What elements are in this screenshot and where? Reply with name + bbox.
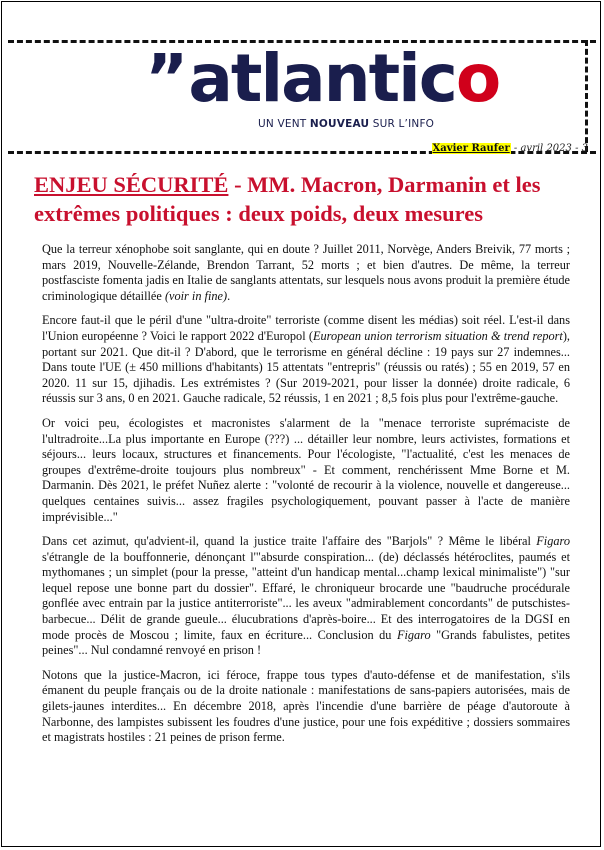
paragraph-text: "Grands fabulistes, petites peines"... Nul condamné renvoyé en prison ! (42, 627, 570, 658)
tagline-emphasis: NOUVEAU (309, 118, 370, 130)
paragraph-italic: Figaro (536, 534, 570, 549)
paragraph-1 (42, 242, 570, 304)
paragraph-text: Que la terreur xénophobe soit sanglante, qui en doute ? Juillet 2011, Norvège, Anders Breivik, 77 morts ; mars 2019, Nouvelle-Zélande, Brendon Tarrant, 52 morts ; et bien d'autres. De même, la terreur postfasciste fomenta jadis en Italie de sanglants attentats, sur lesquels nous avons produit la première étude criminologique détaillée (42, 242, 570, 303)
headline-title: - MM. Macron, Darmanin et les extrêmes politiques : deux poids, deux mesures (34, 172, 541, 226)
paragraph-4 (42, 534, 570, 659)
paragraph-text: Notons que la justice-Macron, ici féroce, frappe tous types d'auto-défense et de manifestation, s'ils émanent du peuple français ou de la droite nationale : manifestations de sans-papiers autorisées, mais de gilets-jaunes interdites... En décembre 2018, après l'incendie d'une barrière de péage d'autoroute à Narbonne, des lampistes subissent les foudres d'une justice, pour une fois expéditive ; dossiers sommaires et magistrats hostiles : 21 peines de prison ferme. (42, 667, 570, 745)
article-headline (34, 170, 579, 228)
tagline-part: UN VENT (258, 118, 310, 130)
paragraph-text: s'étrangle de la bouffonnerie, dénonçant l'"absurde conspiration... (de) déclassés hétéroclites, paumés et mythomanes ; un simplet (pour la presse, "atteint d'un handicap mental...champ lexical minimaliste") "sur lequel repose une bonne part du dossier". Effaré, le chroniqueur brocarde une "baudruche procédurale gonflée avec entrain par la justice antiterroriste"... les aveux "admirablement concordants" de putschistes-barbecue... Délit de grande gueule... élucubrations d'après-boire... Et des interrogatoires de la DGSI en mode procès de Moscou ; limite, faux en écriture... Conclusion du (42, 549, 570, 642)
tagline-part: SUR L’INFO (369, 118, 435, 130)
author-name: Xavier Raufer (432, 143, 510, 154)
logo-text-o: o (455, 40, 500, 117)
paragraph-italic: Figaro (396, 627, 431, 642)
atlantico-logo (145, 40, 500, 117)
byline-date: - avril 2023 - 3 (510, 143, 588, 154)
paragraph-2 (42, 313, 570, 407)
paragraph-text: Or voici peu, écologistes et macronistes s'alarment de la "menace terroriste suprémaciste de l'ultradroite...La plus importante en Europe (???) ... détailler leur nombre, leurs activistes, formations et séjours... leurs locaux, structures et financements. Pour l'écologiste, "l'actualité, c'est les menaces de groupes d'extrême-droite toujours plus nombreux" - Et comment, renchérissent Mme Borne et M. Darmanin. Dès 2021, le préfet Nuñez alerte : "volonté de recourir à la violence, nouvelle et dangereuse... quelques centaines suivis... assez fragiles psychologiquement, pouvant passer à l'acte de manière imprévisible..." (42, 415, 570, 524)
masthead-dashed-border-right (585, 40, 588, 152)
headline-kicker: ENJEU SÉCURITÉ (34, 172, 229, 197)
paragraph-italic: (voir in fine) (164, 288, 228, 303)
paragraph-text: . (227, 288, 231, 303)
logo-quote: ” (145, 40, 187, 117)
paragraph-text: Encore faut-il que le péril d'une "ultra-droite" terroriste (comme disent les médias) soit réel. L'est-il dans l'Union européenne ? Voici le rapport 2022 d'Europol ( (42, 313, 570, 343)
byline (432, 143, 588, 154)
paragraph-3 (42, 416, 570, 525)
paragraph-text: Dans cet azimut, qu'advient-il, quand la justice traite l'affaire des "Barjols" ? Même le libéral (42, 534, 537, 549)
paragraph-italic: European union terrorism situation & trend report (312, 328, 563, 343)
paragraph-5 (42, 668, 570, 746)
logo-text: atlantic (188, 40, 456, 117)
masthead-tagline (258, 118, 458, 130)
paragraph-text: ), portant sur 2021. Que dit-il ? D'abord, que le terrorisme en général décline : 19 pays sur 27 indemnes... Dans toute l'UE (± 450 millions d'habitants) 15 attentats "entrepris" (réussis ou ratés) ; 55 en 2019, 57 en 2020. 11 sur 15, djihadis. Les extrémistes ? (Sur 2019-2021, pour lisser la donnée) droite radicale, 6 réussis sur 3 ans, 0 en 2021. Gauche radicale, 52 réussis, 1 en 2021 ; 8,5 fois plus pour l'extrême-gauche. (42, 328, 570, 406)
article-body (42, 242, 570, 755)
